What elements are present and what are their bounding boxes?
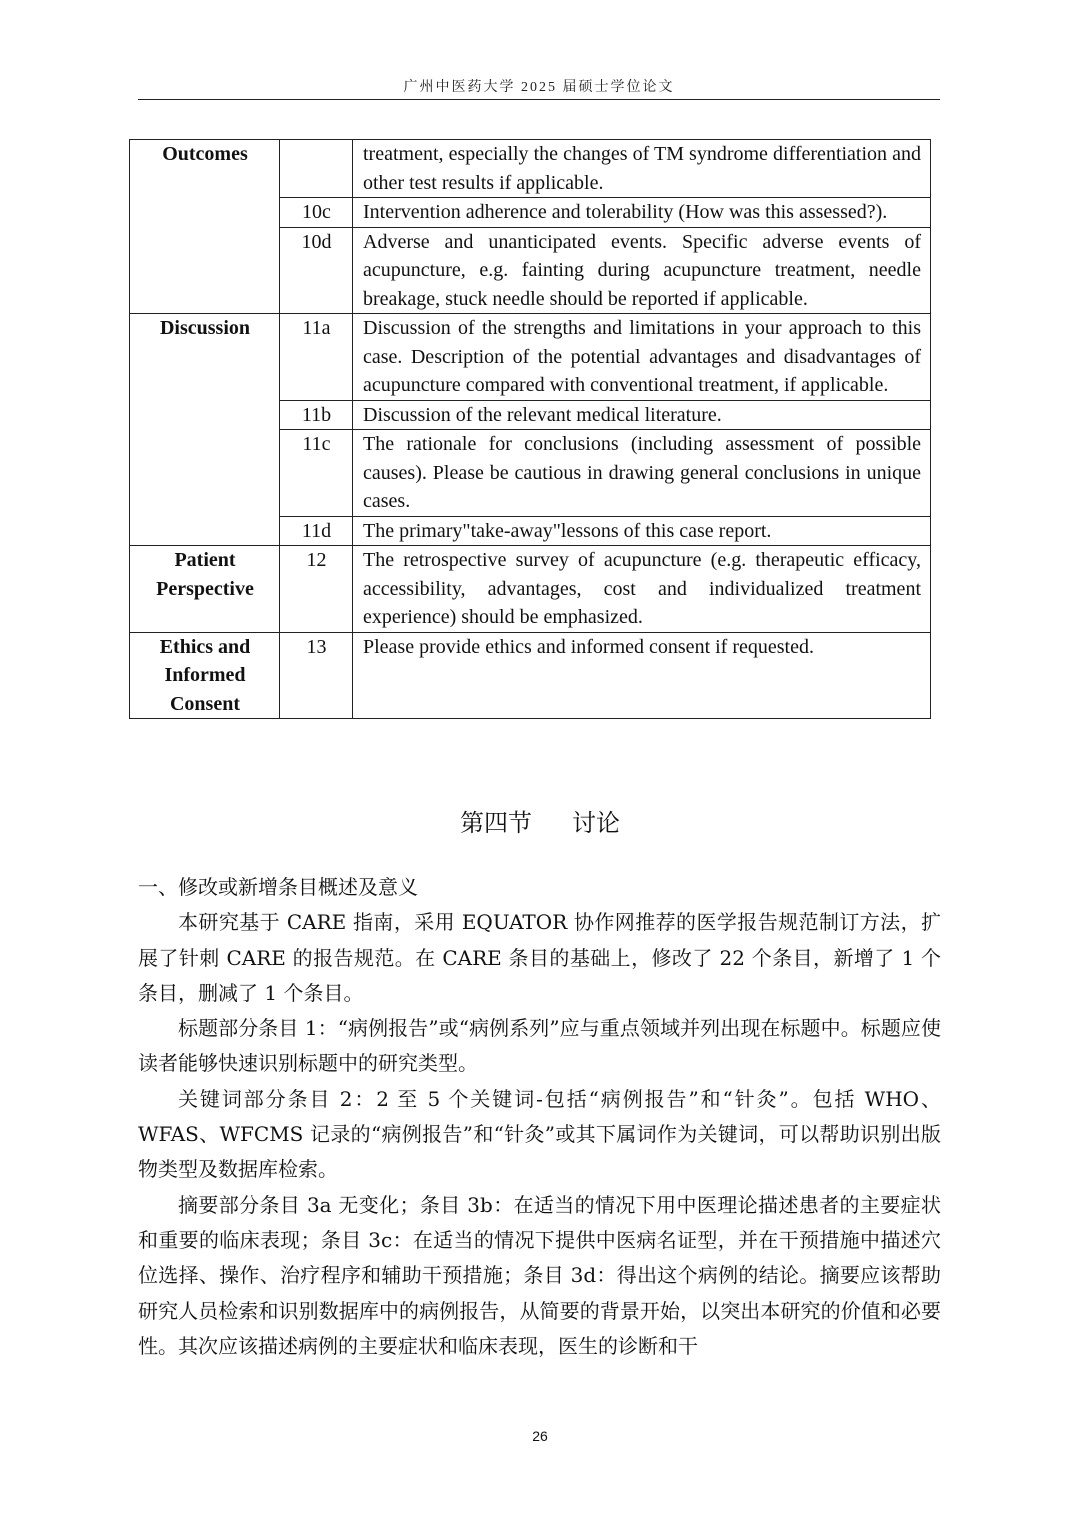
item-description: The retrospective survey of acupuncture (e.g. therapeutic efficacy, accessibility, advantages, cost and individualized treatment experience) should be emphasized. [353,546,931,633]
item-description: The primary"take-away"lessons of this case report. [353,516,931,546]
item-number [280,140,353,198]
paragraph: 摘要部分条目 3a 无变化；条目 3b：在适当的情况下用中医理论描述患者的主要症状和重要的临床表现；条目 3c：在适当的情况下提供中医病名证型，并在干预措施中描述穴位选择、操作、治疗程序和辅助干预措施；条目 3d：得出这个病例的结论。摘要应该帮助研究人员检索和识别数据库中的病例报告，从简要的背景开始，以突出本研究的价值和必要性。其次应该描述病例的主要症状和临床表现，医生的诊断和干 [138,1192,941,1358]
section-cell-ethics: Ethics and Informed Consent [130,632,280,719]
item-description: Adverse and unanticipated events. Specific adverse events of acupuncture, e.g. fainting during acupuncture treatment, needle breakage, stuck needle should be reported if applicable. [353,227,931,314]
item-number: 12 [280,546,353,633]
item-description: Discussion of the strengths and limitations in your approach to this case. Description of the potential advantages and disadvantages of acupuncture compared with conventional treatment, if applicable. [353,314,931,401]
section-cell-discussion: Discussion [130,314,280,546]
item-number: 11a [280,314,353,401]
table-row [130,632,931,719]
item-description: Intervention adherence and tolerability (How was this assessed?). [353,198,931,228]
section-heading [0,806,1080,840]
paragraph: 本研究基于 CARE 指南，采用 EQUATOR 协作网推荐的医学报告规范制订方法，扩展了针刺 CARE 的报告规范。在 CARE 条目的基础上，修改了 22 个条目，新增了 1 个条目，删减了 1 个条目。 [138,910,941,1005]
item-number: 11d [280,516,353,546]
item-description: Discussion of the relevant medical literature. [353,400,931,430]
subheading: 一、修改或新增条目概述及意义 [138,875,418,899]
section-cell-patient-perspective: Patient Perspective [130,546,280,633]
section-cell-outcomes: Outcomes [130,140,280,314]
section-number: 第四节 [460,809,532,837]
page-number: 26 [532,1428,548,1444]
header-rule [138,99,940,100]
care-checklist-table [129,139,931,719]
item-number: 13 [280,632,353,719]
table-row [130,546,931,633]
item-number: 10c [280,198,353,228]
item-description: treatment, especially the changes of TM syndrome differentiation and other test results if applicable. [353,140,931,198]
running-header: 广州中医药大学 2025 届硕士学位论文 [403,80,675,95]
section-title: 讨论 [572,809,620,837]
item-number: 11c [280,430,353,517]
item-description: Please provide ethics and informed consent if requested. [353,632,931,719]
body-text [138,870,941,1364]
paragraph: 标题部分条目 1：“病例报告”或“病例系列”应与重点领域并列出现在标题中。标题应使读者能够快速识别标题中的研究类型。 [138,1016,941,1076]
item-number: 10d [280,227,353,314]
table-row [130,140,931,198]
paragraph: 关键词部分条目 2：2 至 5 个关键词-包括“病例报告”和“针灸”。包括 WHO、WFAS、WFCMS 记录的“病例报告”和“针灸”或其下属词作为关键词，可以帮助识别出版物类型及数据库检索。 [138,1086,941,1182]
item-description: The rationale for conclusions (including assessment of possible causes). Please be cautious in drawing general conclusions in unique cases. [353,430,931,517]
table-row [130,314,931,401]
item-number: 11b [280,400,353,430]
